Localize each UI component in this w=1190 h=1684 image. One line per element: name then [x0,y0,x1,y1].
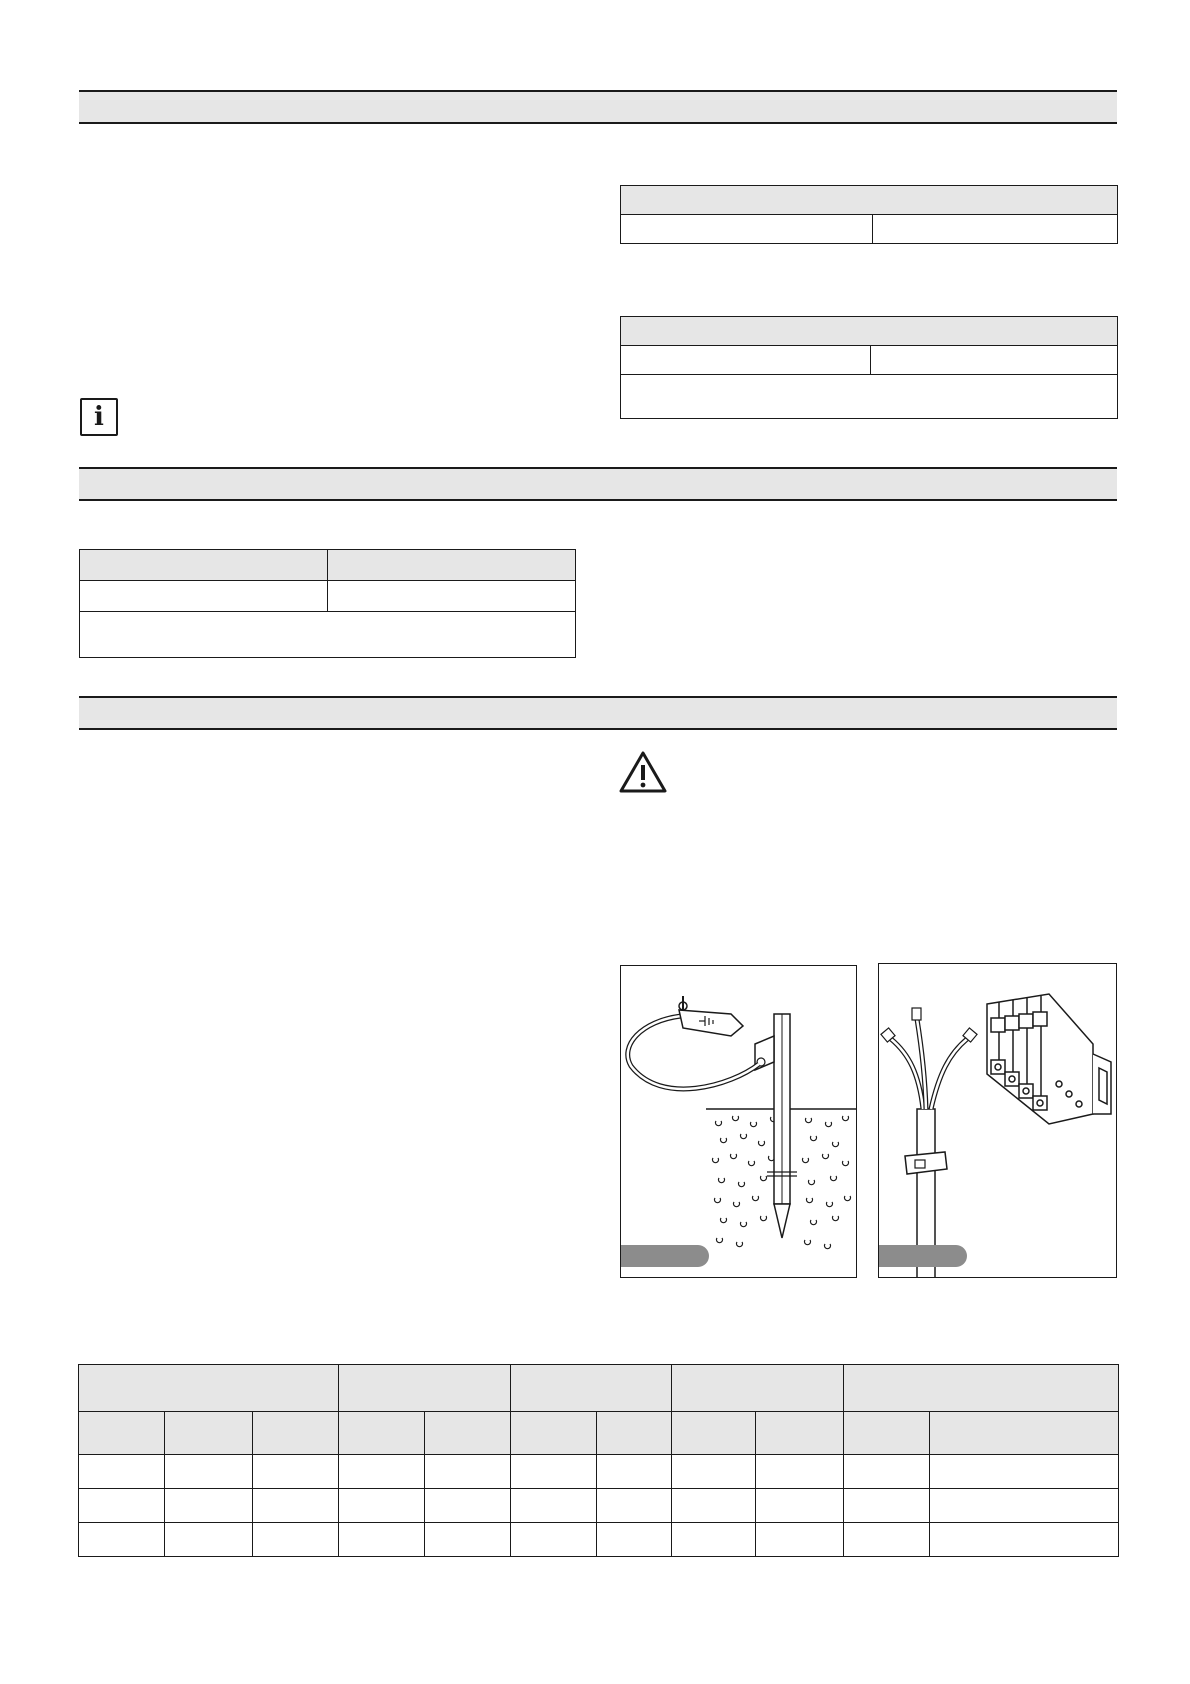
spec-table-1-header [621,186,1118,215]
table-column-header [597,1412,672,1455]
table-cell [844,1489,930,1523]
table-row [79,1523,1119,1557]
table-column-header [672,1412,756,1455]
table-column-header [756,1412,844,1455]
table-row [79,1489,1119,1523]
table-column-header [165,1412,253,1455]
table-cell [79,1523,165,1557]
table-cell [844,1455,930,1489]
table-group-header [339,1365,511,1412]
spec-table-1-cell [621,215,873,244]
table-cell [672,1455,756,1489]
table-column-header [79,1412,165,1455]
spec-table-2 [620,316,1118,419]
spec-table-3-footer [80,612,576,658]
spec-table-3-header [80,550,328,581]
table-cell [930,1489,1119,1523]
table-group-header [844,1365,1119,1412]
table-cell [511,1455,597,1489]
data-table [78,1364,1119,1557]
table-column-header [930,1412,1119,1455]
spec-table-1-cell [873,215,1118,244]
table-cell [339,1455,425,1489]
table-cell [425,1489,511,1523]
spec-table-3-header [328,550,576,581]
table-cell [165,1523,253,1557]
table-row [79,1455,1119,1489]
warning-icon [618,750,668,794]
spec-table-2-footer [621,375,1118,419]
table-cell [253,1455,339,1489]
table-cell [756,1455,844,1489]
table-cell [756,1489,844,1523]
spec-table-2-cell [871,346,1118,375]
spec-table-1 [620,185,1118,244]
table-column-header [339,1412,425,1455]
table-cell [339,1523,425,1557]
cable-terminal-connector-figure [878,963,1117,1278]
spec-table-3 [79,549,576,658]
section-header-2 [79,467,1117,501]
table-cell [930,1455,1119,1489]
table-cell [672,1489,756,1523]
table-cell [79,1489,165,1523]
table-cell [425,1455,511,1489]
table-cell [756,1523,844,1557]
table-column-header [844,1412,930,1455]
table-cell [597,1455,672,1489]
spec-table-2-header [621,317,1118,346]
section-header-3 [79,696,1117,730]
table-cell [253,1523,339,1557]
table-cell [930,1523,1119,1557]
figure-label-tab [620,1245,709,1267]
grounding-rod-illustration [621,966,857,1278]
table-cell [425,1523,511,1557]
info-icon [80,398,118,436]
spec-table-3-cell [80,581,328,612]
table-column-header [425,1412,511,1455]
table-cell [339,1489,425,1523]
table-cell [597,1489,672,1523]
table-cell [165,1489,253,1523]
table-group-header [672,1365,844,1412]
table-cell [511,1523,597,1557]
table-cell [79,1455,165,1489]
table-column-header [253,1412,339,1455]
table-cell [253,1489,339,1523]
info-icon-glyph: i [94,402,104,432]
table-group-header-row [79,1365,1119,1412]
spec-table-3-cell [328,581,576,612]
table-column-header [511,1412,597,1455]
cable-terminal-illustration [879,964,1117,1278]
table-cell [844,1523,930,1557]
table-cell [672,1523,756,1557]
figure-label-tab [878,1245,967,1267]
table-group-header [79,1365,339,1412]
table-column-header-row [79,1412,1119,1455]
table-cell [597,1523,672,1557]
table-group-header [511,1365,672,1412]
section-header-1 [79,90,1117,124]
table-cell [511,1489,597,1523]
table-cell [165,1455,253,1489]
earth-grounding-rod-figure [620,965,857,1278]
spec-table-2-cell [621,346,871,375]
